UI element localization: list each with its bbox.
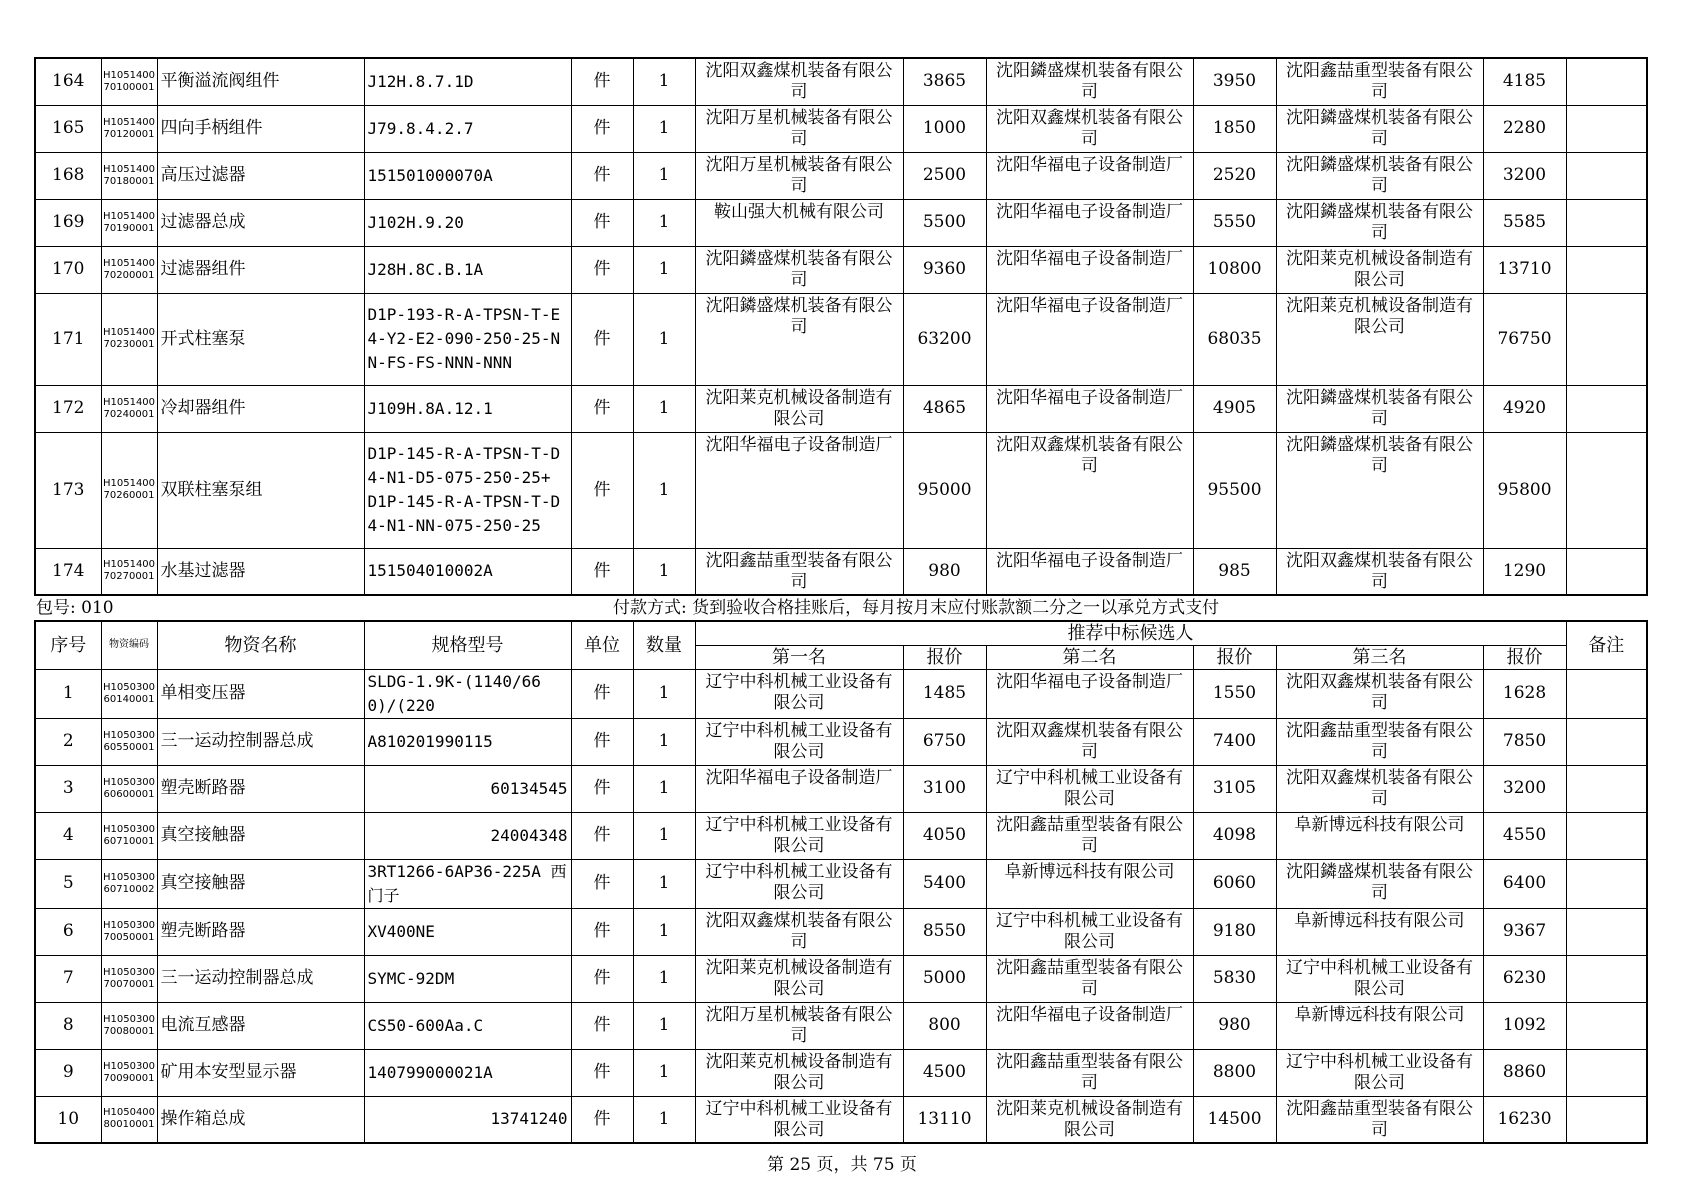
row-price-3: 76750 xyxy=(1483,293,1566,385)
row-spec: SYMC-92DM xyxy=(364,955,571,1002)
row-note xyxy=(1566,432,1647,548)
row-candidate-3: 阜新博远科技有限公司 xyxy=(1276,812,1483,859)
row-price-3: 2280 xyxy=(1483,105,1566,152)
row-material-code: H105140070120001 xyxy=(101,105,157,152)
row-price-1: 980 xyxy=(903,548,986,595)
table-row xyxy=(35,246,1647,293)
row-price-3: 4185 xyxy=(1483,58,1566,105)
row-candidate-1: 鞍山强大机械有限公司 xyxy=(695,199,903,246)
row-seq: 165 xyxy=(35,105,101,152)
payment-terms: 付款方式: 货到验收合格挂账后，每月按月末应付账款额二分之一以承兑方式支付 xyxy=(613,598,1220,618)
row-candidate-3: 沈阳鏻盛煤机装备有限公司 xyxy=(1276,152,1483,199)
row-material-code: H105030060550001 xyxy=(101,718,157,765)
row-candidate-1: 沈阳万星机械装备有限公司 xyxy=(695,152,903,199)
row-unit: 件 xyxy=(571,718,633,765)
row-seq: 172 xyxy=(35,385,101,432)
table-row xyxy=(35,152,1647,199)
row-qty: 1 xyxy=(633,1096,695,1143)
row-price-3: 1092 xyxy=(1483,1002,1566,1049)
bid-result-sheet xyxy=(34,57,1646,1144)
row-spec: J28H.8C.B.1A xyxy=(364,246,571,293)
table-row xyxy=(35,548,1647,595)
row-qty: 1 xyxy=(633,908,695,955)
table-row xyxy=(35,199,1647,246)
row-price-2: 9180 xyxy=(1193,908,1276,955)
row-unit: 件 xyxy=(571,669,633,718)
row-qty: 1 xyxy=(633,293,695,385)
row-candidate-2: 沈阳华福电子设备制造厂 xyxy=(986,152,1193,199)
row-qty: 1 xyxy=(633,385,695,432)
row-price-3: 6400 xyxy=(1483,859,1566,908)
row-candidate-2: 阜新博远科技有限公司 xyxy=(986,859,1193,908)
table-row xyxy=(35,1096,1647,1143)
row-unit: 件 xyxy=(571,293,633,385)
row-candidate-1: 沈阳鏻盛煤机装备有限公司 xyxy=(695,246,903,293)
row-candidate-3: 沈阳鏻盛煤机装备有限公司 xyxy=(1276,432,1483,548)
row-spec: 24004348 xyxy=(364,812,571,859)
row-spec: J79.8.4.2.7 xyxy=(364,105,571,152)
row-seq: 8 xyxy=(35,1002,101,1049)
row-note xyxy=(1566,246,1647,293)
row-candidate-3: 沈阳鏻盛煤机装备有限公司 xyxy=(1276,199,1483,246)
row-unit: 件 xyxy=(571,58,633,105)
row-seq: 2 xyxy=(35,718,101,765)
row-candidate-2: 沈阳华福电子设备制造厂 xyxy=(986,548,1193,595)
row-candidate-2: 沈阳华福电子设备制造厂 xyxy=(986,385,1193,432)
row-note xyxy=(1566,152,1647,199)
row-price-1: 63200 xyxy=(903,293,986,385)
row-spec: 151501000070A xyxy=(364,152,571,199)
row-material-code: H105140070230001 xyxy=(101,293,157,385)
row-candidate-2: 辽宁中科机械工业设备有限公司 xyxy=(986,908,1193,955)
row-price-3: 6230 xyxy=(1483,955,1566,1002)
row-seq: 9 xyxy=(35,1049,101,1096)
row-qty: 1 xyxy=(633,765,695,812)
table-row xyxy=(35,385,1647,432)
row-note xyxy=(1566,908,1647,955)
row-candidate-3: 辽宁中科机械工业设备有限公司 xyxy=(1276,955,1483,1002)
row-candidate-2: 沈阳华福电子设备制造厂 xyxy=(986,199,1193,246)
row-candidate-2: 沈阳莱克机械设备制造有限公司 xyxy=(986,1096,1193,1143)
row-material-code: H105030070070001 xyxy=(101,955,157,1002)
row-price-2: 2520 xyxy=(1193,152,1276,199)
row-unit: 件 xyxy=(571,812,633,859)
row-material-code: H105140070260001 xyxy=(101,432,157,548)
row-material-name: 三一运动控制器总成 xyxy=(157,955,364,1002)
table-row xyxy=(35,908,1647,955)
row-material-name: 电流互感器 xyxy=(157,1002,364,1049)
row-candidate-3: 沈阳双鑫煤机装备有限公司 xyxy=(1276,669,1483,718)
row-material-code: H105030060710002 xyxy=(101,859,157,908)
header-seq: 序号 xyxy=(35,621,101,669)
row-price-3: 3200 xyxy=(1483,152,1566,199)
header-code: 物资编码 xyxy=(101,621,157,669)
header-candidates: 推荐中标候选人 xyxy=(695,621,1566,645)
row-unit: 件 xyxy=(571,385,633,432)
row-price-2: 985 xyxy=(1193,548,1276,595)
row-unit: 件 xyxy=(571,859,633,908)
table-row xyxy=(35,293,1647,385)
row-candidate-2: 沈阳鑫喆重型装备有限公司 xyxy=(986,955,1193,1002)
row-seq: 169 xyxy=(35,199,101,246)
row-material-name: 开式柱塞泵 xyxy=(157,293,364,385)
row-price-3: 13710 xyxy=(1483,246,1566,293)
row-note xyxy=(1566,765,1647,812)
row-spec: 13741240 xyxy=(364,1096,571,1143)
row-material-code: H105140070240001 xyxy=(101,385,157,432)
table-row xyxy=(35,812,1647,859)
row-price-3: 1628 xyxy=(1483,669,1566,718)
row-material-code: H105140070180001 xyxy=(101,152,157,199)
row-seq: 5 xyxy=(35,859,101,908)
row-candidate-1: 沈阳鑫喆重型装备有限公司 xyxy=(695,548,903,595)
row-candidate-1: 沈阳双鑫煤机装备有限公司 xyxy=(695,908,903,955)
header-qty: 数量 xyxy=(633,621,695,669)
row-material-code: H105030060710001 xyxy=(101,812,157,859)
row-candidate-2: 沈阳鑫喆重型装备有限公司 xyxy=(986,812,1193,859)
row-unit: 件 xyxy=(571,1002,633,1049)
row-qty: 1 xyxy=(633,105,695,152)
row-material-name: 水基过滤器 xyxy=(157,548,364,595)
row-note xyxy=(1566,1096,1647,1143)
row-price-1: 4500 xyxy=(903,1049,986,1096)
row-candidate-1: 沈阳万星机械装备有限公司 xyxy=(695,1002,903,1049)
row-unit: 件 xyxy=(571,246,633,293)
row-material-code: H105030060600001 xyxy=(101,765,157,812)
row-candidate-1: 沈阳万星机械装备有限公司 xyxy=(695,105,903,152)
row-note xyxy=(1566,105,1647,152)
row-qty: 1 xyxy=(633,58,695,105)
header-name: 物资名称 xyxy=(157,621,364,669)
row-material-code: H105140070190001 xyxy=(101,199,157,246)
row-candidate-1: 辽宁中科机械工业设备有限公司 xyxy=(695,669,903,718)
row-price-1: 2500 xyxy=(903,152,986,199)
row-candidate-1: 辽宁中科机械工业设备有限公司 xyxy=(695,718,903,765)
row-candidate-1: 沈阳华福电子设备制造厂 xyxy=(695,432,903,548)
row-candidate-2: 沈阳华福电子设备制造厂 xyxy=(986,246,1193,293)
row-candidate-2: 辽宁中科机械工业设备有限公司 xyxy=(986,765,1193,812)
row-candidate-1: 沈阳双鑫煤机装备有限公司 xyxy=(695,58,903,105)
row-price-1: 6750 xyxy=(903,718,986,765)
row-price-2: 1550 xyxy=(1193,669,1276,718)
row-seq: 174 xyxy=(35,548,101,595)
row-candidate-3: 阜新博远科技有限公司 xyxy=(1276,1002,1483,1049)
row-candidate-2: 沈阳鏻盛煤机装备有限公司 xyxy=(986,58,1193,105)
row-price-1: 9360 xyxy=(903,246,986,293)
row-price-2: 5830 xyxy=(1193,955,1276,1002)
row-candidate-3: 沈阳鑫喆重型装备有限公司 xyxy=(1276,718,1483,765)
row-material-name: 真空接触器 xyxy=(157,812,364,859)
row-price-2: 3105 xyxy=(1193,765,1276,812)
row-spec: A810201990115 xyxy=(364,718,571,765)
row-candidate-2: 沈阳双鑫煤机装备有限公司 xyxy=(986,718,1193,765)
row-candidate-3: 沈阳双鑫煤机装备有限公司 xyxy=(1276,765,1483,812)
row-note xyxy=(1566,955,1647,1002)
row-seq: 170 xyxy=(35,246,101,293)
row-candidate-3: 沈阳鏻盛煤机装备有限公司 xyxy=(1276,385,1483,432)
row-note xyxy=(1566,293,1647,385)
row-unit: 件 xyxy=(571,432,633,548)
row-unit: 件 xyxy=(571,105,633,152)
table-row xyxy=(35,955,1647,1002)
row-spec: 60134545 xyxy=(364,765,571,812)
row-price-2: 980 xyxy=(1193,1002,1276,1049)
bid-table-package-010 xyxy=(34,620,1648,1144)
row-price-2: 5550 xyxy=(1193,199,1276,246)
row-qty: 1 xyxy=(633,152,695,199)
header-unit: 单位 xyxy=(571,621,633,669)
row-candidate-3: 阜新博远科技有限公司 xyxy=(1276,908,1483,955)
row-qty: 1 xyxy=(633,1002,695,1049)
row-price-2: 4905 xyxy=(1193,385,1276,432)
row-candidate-3: 沈阳鏻盛煤机装备有限公司 xyxy=(1276,859,1483,908)
row-unit: 件 xyxy=(571,1049,633,1096)
row-candidate-1: 沈阳鏻盛煤机装备有限公司 xyxy=(695,293,903,385)
row-material-code: H105140070100001 xyxy=(101,58,157,105)
row-candidate-3: 沈阳莱克机械设备制造有限公司 xyxy=(1276,293,1483,385)
row-unit: 件 xyxy=(571,1096,633,1143)
row-qty: 1 xyxy=(633,548,695,595)
row-qty: 1 xyxy=(633,1049,695,1096)
row-seq: 1 xyxy=(35,669,101,718)
row-price-3: 16230 xyxy=(1483,1096,1566,1143)
row-candidate-3: 沈阳鑫喆重型装备有限公司 xyxy=(1276,58,1483,105)
row-material-name: 真空接触器 xyxy=(157,859,364,908)
row-spec: D1P-145-R-A-TPSN-T-D4-N1-D5-075-250-25+ D1P-145-R-A-TPSN-T-D4-N1-NN-075-250-25 xyxy=(364,432,571,548)
row-seq: 6 xyxy=(35,908,101,955)
row-spec: 3RT1266-6AP36-225A 西门子 xyxy=(364,859,571,908)
row-note xyxy=(1566,58,1647,105)
row-material-name: 三一运动控制器总成 xyxy=(157,718,364,765)
row-spec: XV400NE xyxy=(364,908,571,955)
bid-table-body xyxy=(35,58,1647,595)
row-price-3: 7850 xyxy=(1483,718,1566,765)
row-price-1: 5400 xyxy=(903,859,986,908)
row-note xyxy=(1566,1002,1647,1049)
page-footer: 第 25 页，共 75 页 xyxy=(767,1155,917,1175)
package-number: 包号: 010 xyxy=(36,598,114,618)
row-material-name: 冷却器组件 xyxy=(157,385,364,432)
row-price-2: 4098 xyxy=(1193,812,1276,859)
row-candidate-2: 沈阳双鑫煤机装备有限公司 xyxy=(986,105,1193,152)
row-material-name: 平衡溢流阀组件 xyxy=(157,58,364,105)
row-material-name: 高压过滤器 xyxy=(157,152,364,199)
row-candidate-2: 沈阳华福电子设备制造厂 xyxy=(986,293,1193,385)
row-price-3: 4920 xyxy=(1483,385,1566,432)
table-row xyxy=(35,58,1647,105)
row-price-1: 5000 xyxy=(903,955,986,1002)
row-spec: CS50-600Aa.C xyxy=(364,1002,571,1049)
row-material-name: 双联柱塞泵组 xyxy=(157,432,364,548)
row-note xyxy=(1566,812,1647,859)
row-price-2: 7400 xyxy=(1193,718,1276,765)
row-candidate-1: 沈阳莱克机械设备制造有限公司 xyxy=(695,1049,903,1096)
row-price-2: 6060 xyxy=(1193,859,1276,908)
row-price-2: 1850 xyxy=(1193,105,1276,152)
table-row xyxy=(35,859,1647,908)
header-price-3: 报价 xyxy=(1483,645,1566,669)
row-price-2: 14500 xyxy=(1193,1096,1276,1143)
row-material-name: 矿用本安型显示器 xyxy=(157,1049,364,1096)
row-material-name: 四向手柄组件 xyxy=(157,105,364,152)
row-seq: 7 xyxy=(35,955,101,1002)
row-unit: 件 xyxy=(571,955,633,1002)
row-qty: 1 xyxy=(633,859,695,908)
row-seq: 3 xyxy=(35,765,101,812)
row-price-3: 95800 xyxy=(1483,432,1566,548)
row-material-code: H105030060140001 xyxy=(101,669,157,718)
row-note xyxy=(1566,548,1647,595)
table-row xyxy=(35,432,1647,548)
row-unit: 件 xyxy=(571,199,633,246)
header-second: 第二名 xyxy=(986,645,1193,669)
row-seq: 171 xyxy=(35,293,101,385)
row-qty: 1 xyxy=(633,955,695,1002)
row-note xyxy=(1566,199,1647,246)
row-price-1: 95000 xyxy=(903,432,986,548)
row-unit: 件 xyxy=(571,765,633,812)
row-candidate-2: 沈阳华福电子设备制造厂 xyxy=(986,1002,1193,1049)
row-price-3: 3200 xyxy=(1483,765,1566,812)
row-unit: 件 xyxy=(571,908,633,955)
row-price-2: 68035 xyxy=(1193,293,1276,385)
row-qty: 1 xyxy=(633,199,695,246)
row-candidate-3: 辽宁中科机械工业设备有限公司 xyxy=(1276,1049,1483,1096)
header-price-1: 报价 xyxy=(903,645,986,669)
row-material-code: H105030070050001 xyxy=(101,908,157,955)
row-material-code: H105030070080001 xyxy=(101,1002,157,1049)
row-note xyxy=(1566,669,1647,718)
row-material-name: 操作箱总成 xyxy=(157,1096,364,1143)
bid-table-previous-package xyxy=(34,57,1648,596)
row-candidate-2: 沈阳鑫喆重型装备有限公司 xyxy=(986,1049,1193,1096)
row-note xyxy=(1566,859,1647,908)
row-spec: SLDG-1.9K-(1140/660)/(220 xyxy=(364,669,571,718)
row-price-2: 3950 xyxy=(1193,58,1276,105)
row-material-name: 过滤器总成 xyxy=(157,199,364,246)
row-spec: 140799000021A xyxy=(364,1049,571,1096)
row-spec: D1P-193-R-A-TPSN-T-E4-Y2-E2-090-250-25-NN-FS-FS-NNN-NNN xyxy=(364,293,571,385)
row-qty: 1 xyxy=(633,669,695,718)
table-row xyxy=(35,718,1647,765)
row-candidate-2: 沈阳华福电子设备制造厂 xyxy=(986,669,1193,718)
row-price-2: 10800 xyxy=(1193,246,1276,293)
row-note xyxy=(1566,385,1647,432)
row-seq: 4 xyxy=(35,812,101,859)
row-material-name: 塑壳断路器 xyxy=(157,765,364,812)
row-price-1: 3865 xyxy=(903,58,986,105)
header-price-2: 报价 xyxy=(1193,645,1276,669)
row-unit: 件 xyxy=(571,548,633,595)
row-material-code: H105140070270001 xyxy=(101,548,157,595)
row-price-3: 4550 xyxy=(1483,812,1566,859)
header-first: 第一名 xyxy=(695,645,903,669)
row-price-3: 1290 xyxy=(1483,548,1566,595)
row-spec: J109H.8A.12.1 xyxy=(364,385,571,432)
row-candidate-1: 沈阳莱克机械设备制造有限公司 xyxy=(695,955,903,1002)
row-unit: 件 xyxy=(571,152,633,199)
row-seq: 10 xyxy=(35,1096,101,1143)
row-qty: 1 xyxy=(633,246,695,293)
row-candidate-1: 沈阳华福电子设备制造厂 xyxy=(695,765,903,812)
row-price-1: 1000 xyxy=(903,105,986,152)
row-qty: 1 xyxy=(633,432,695,548)
row-price-1: 8550 xyxy=(903,908,986,955)
table-row xyxy=(35,669,1647,718)
row-qty: 1 xyxy=(633,718,695,765)
bid-table-body xyxy=(35,669,1647,1143)
row-material-code: H105140070200001 xyxy=(101,246,157,293)
table-row xyxy=(35,765,1647,812)
header-third: 第三名 xyxy=(1276,645,1483,669)
row-price-1: 800 xyxy=(903,1002,986,1049)
row-candidate-3: 沈阳莱克机械设备制造有限公司 xyxy=(1276,246,1483,293)
row-candidate-3: 沈阳鑫喆重型装备有限公司 xyxy=(1276,1096,1483,1143)
row-price-1: 3100 xyxy=(903,765,986,812)
row-material-name: 过滤器组件 xyxy=(157,246,364,293)
row-price-3: 9367 xyxy=(1483,908,1566,955)
row-material-code: H105040080010001 xyxy=(101,1096,157,1143)
row-note xyxy=(1566,718,1647,765)
row-price-1: 13110 xyxy=(903,1096,986,1143)
row-candidate-1: 辽宁中科机械工业设备有限公司 xyxy=(695,1096,903,1143)
row-price-1: 4050 xyxy=(903,812,986,859)
row-candidate-1: 沈阳莱克机械设备制造有限公司 xyxy=(695,385,903,432)
row-material-code: H105030070090001 xyxy=(101,1049,157,1096)
table-row xyxy=(35,105,1647,152)
row-seq: 173 xyxy=(35,432,101,548)
row-price-2: 8800 xyxy=(1193,1049,1276,1096)
row-candidate-2: 沈阳双鑫煤机装备有限公司 xyxy=(986,432,1193,548)
row-candidate-3: 沈阳鏻盛煤机装备有限公司 xyxy=(1276,105,1483,152)
row-seq: 164 xyxy=(35,58,101,105)
row-material-name: 单相变压器 xyxy=(157,669,364,718)
row-price-1: 4865 xyxy=(903,385,986,432)
row-spec: J12H.8.7.1D xyxy=(364,58,571,105)
row-price-1: 1485 xyxy=(903,669,986,718)
table-row xyxy=(35,1002,1647,1049)
row-seq: 168 xyxy=(35,152,101,199)
row-note xyxy=(1566,1049,1647,1096)
row-candidate-1: 辽宁中科机械工业设备有限公司 xyxy=(695,812,903,859)
row-material-name: 塑壳断路器 xyxy=(157,908,364,955)
row-candidate-3: 沈阳双鑫煤机装备有限公司 xyxy=(1276,548,1483,595)
row-price-1: 5500 xyxy=(903,199,986,246)
row-price-3: 8860 xyxy=(1483,1049,1566,1096)
package-info xyxy=(34,596,1646,620)
row-spec: J102H.9.20 xyxy=(364,199,571,246)
row-candidate-1: 辽宁中科机械工业设备有限公司 xyxy=(695,859,903,908)
header-spec: 规格型号 xyxy=(364,621,571,669)
row-price-3: 5585 xyxy=(1483,199,1566,246)
table-row xyxy=(35,1049,1647,1096)
header-note: 备注 xyxy=(1566,621,1647,669)
row-qty: 1 xyxy=(633,812,695,859)
row-price-2: 95500 xyxy=(1193,432,1276,548)
row-spec: 151504010002A xyxy=(364,548,571,595)
